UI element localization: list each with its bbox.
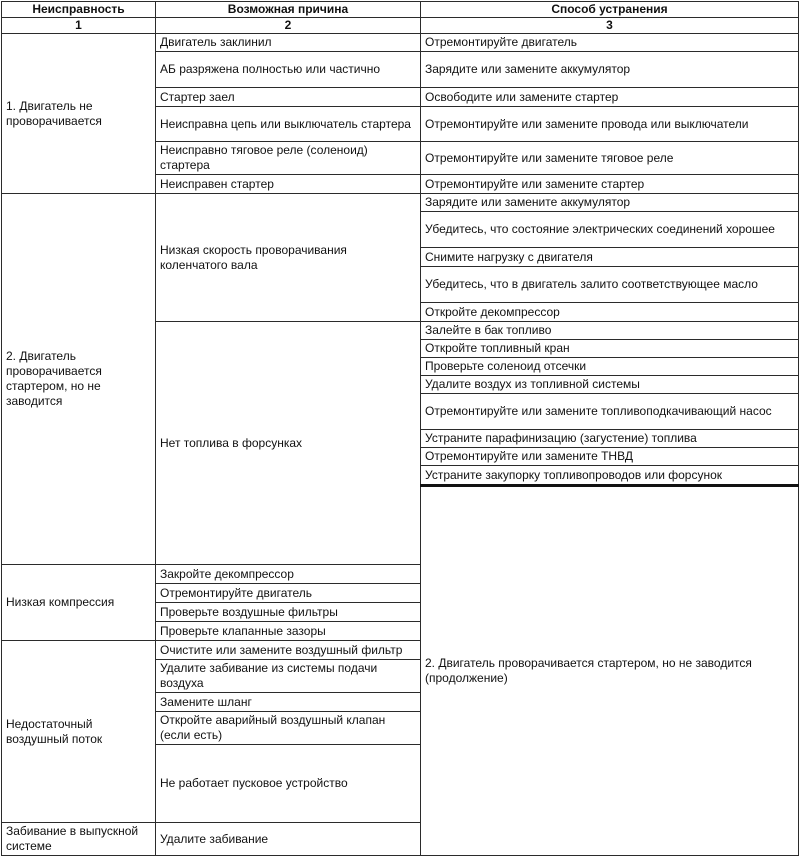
column-number-1: 1 (2, 18, 156, 34)
cause-cell: Низкая компрессия (2, 565, 156, 641)
column-number-3: 3 (421, 18, 799, 34)
fault-cell: 2. Двигатель проворачивается стартером, но не заводится (2, 194, 156, 565)
remedy-cell: Зарядите или замените аккумулятор (421, 194, 799, 212)
cause-cell: Недостаточный воздушный поток (2, 641, 156, 823)
cause-cell: Неисправна цепь или выключатель стартера (156, 107, 421, 142)
remedy-cell: Отремонтируйте двигатель (421, 34, 799, 52)
remedy-cell: Отремонтируйте двигатель (156, 584, 421, 603)
cause-cell: Стартер заел (156, 88, 421, 107)
remedy-cell: Отремонтируйте или замените провода или выключатели (421, 107, 799, 142)
remedy-cell: Освободите или замените стартер (421, 88, 799, 107)
remedy-cell: Откройте декомпрессор (421, 303, 799, 322)
header-remedy: Способ устранения (421, 2, 799, 18)
remedy-cell: Удалите забивание из системы подачи воздуха (156, 660, 421, 693)
remedy-cell: Отремонтируйте или замените стартер (421, 175, 799, 194)
remedy-cell: Замените шланг (156, 693, 421, 712)
remedy-cell: Удалите забивание (156, 823, 421, 856)
remedy-cell: Очистите или замените воздушный фильтр (156, 641, 421, 660)
table-row (2, 34, 799, 52)
remedy-cell: Проверьте клапанные зазоры (156, 622, 421, 641)
fault-cell: 2. Двигатель проворачивается стартером, но не заводится (продолжение) (421, 486, 799, 856)
cause-cell: Забивание в выпускной системе (2, 823, 156, 856)
remedy-cell: Зарядите или замените аккумулятор (421, 52, 799, 88)
cause-cell: Не работает пусковое устройство (156, 745, 421, 823)
remedy-cell: Удалите воздух из топливной системы (421, 376, 799, 394)
table-row (2, 194, 799, 212)
remedy-cell: Откройте аварийный воздушный клапан (если есть) (156, 712, 421, 745)
column-number-2: 2 (156, 18, 421, 34)
remedy-cell: Отремонтируйте или замените ТНВД (421, 448, 799, 466)
cause-cell: Двигатель заклинил (156, 34, 421, 52)
cause-cell: Низкая скорость проворачивания коленчатого вала (156, 194, 421, 322)
header-row (2, 2, 799, 18)
troubleshooting-table (1, 1, 799, 856)
remedy-cell: Убедитесь, что в двигатель залито соответствующее масло (421, 267, 799, 303)
remedy-cell: Убедитесь, что состояние электрических соединений хорошее (421, 212, 799, 248)
remedy-cell: Залейте в бак топливо (421, 322, 799, 340)
header-fault: Неисправность (2, 2, 156, 18)
cause-cell: Неисправен стартер (156, 175, 421, 194)
remedy-cell: Закройте декомпрессор (156, 565, 421, 584)
remedy-cell: Устраните закупорку топливопроводов или форсунок (421, 466, 799, 486)
remedy-cell: Проверьте соленоид отсечки (421, 358, 799, 376)
remedy-cell: Снимите нагрузку с двигателя (421, 248, 799, 267)
remedy-cell: Отремонтируйте или замените тяговое реле (421, 142, 799, 175)
cause-cell: Неисправно тяговое реле (соленоид) стартера (156, 142, 421, 175)
fault-cell: 1. Двигатель не проворачивается (2, 34, 156, 194)
cause-cell: Нет топлива в форсунках (156, 322, 421, 565)
remedy-cell: Устраните парафинизацию (загустение) топлива (421, 430, 799, 448)
column-number-row (2, 18, 799, 34)
remedy-cell: Отремонтируйте или замените топливоподкачивающий насос (421, 394, 799, 430)
header-cause: Возможная причина (156, 2, 421, 18)
remedy-cell: Откройте топливный кран (421, 340, 799, 358)
cause-cell: АБ разряжена полностью или частично (156, 52, 421, 88)
remedy-cell: Проверьте воздушные фильтры (156, 603, 421, 622)
